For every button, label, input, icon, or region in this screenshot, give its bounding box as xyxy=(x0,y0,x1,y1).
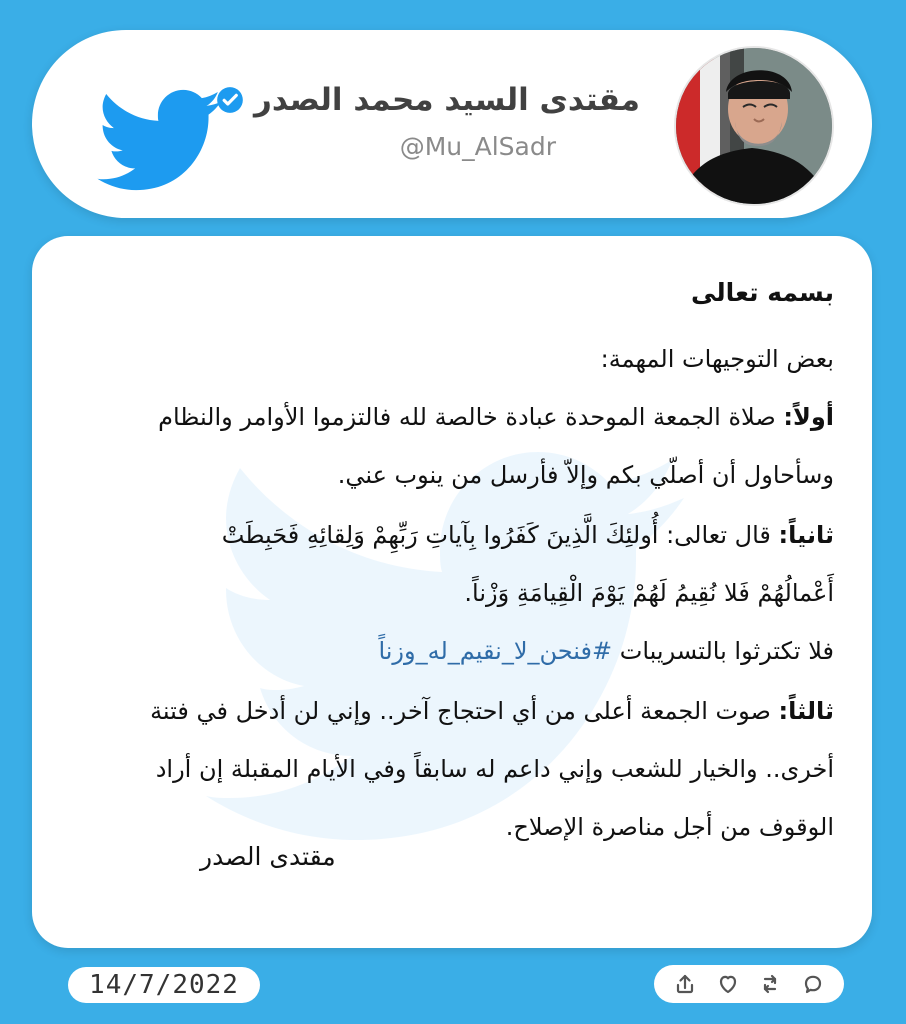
twitter-bird-icon xyxy=(90,78,232,202)
first-directive-line xyxy=(66,388,834,446)
second-directive-line xyxy=(66,506,834,564)
third-directive-text-line-3: الوقوف من أجل مناصرة الإصلاح. xyxy=(505,813,834,841)
second-directive-text-line-1: قال تعالى: أُولئِكَ الَّذِينَ كَفَرُوا بِآياتِ رَبِّهِمْ وَلِقائِهِ فَحَبِطَتْ xyxy=(221,521,771,549)
profile-header-card xyxy=(32,30,872,218)
reply-icon[interactable] xyxy=(799,970,827,998)
post-date: 14/7/2022 xyxy=(68,967,260,1003)
second-directive-text-line-3: فلا تكترثوا بالتسريبات xyxy=(619,637,834,665)
second-directive-text-line-2: أَعْمالُهُمْ فَلا نُقِيمُ لَهُمْ يَوْمَ الْقِيامَةِ وَزْناً. xyxy=(464,579,834,607)
share-icon[interactable] xyxy=(671,970,699,998)
first-directive-text-line-2: وسأحاول أن أصلّي بكم وإلاّ فأرسل من ينوب عني. xyxy=(337,461,834,489)
post-heading: بسمه تعالى xyxy=(690,278,834,307)
username: @Mu_AlSadr xyxy=(399,132,556,161)
avatar xyxy=(674,46,834,206)
third-directive-line xyxy=(66,682,834,740)
retweet-icon[interactable] xyxy=(756,970,784,998)
third-directive-label: ثالثاً: xyxy=(778,697,834,725)
verified-badge-icon xyxy=(216,86,244,114)
third-directive-text-line-1: صوت الجمعة أعلى من أي احتجاج آخر.. وإني لن أدخل في فتنة xyxy=(150,697,771,725)
third-directive-text-line-2: أخرى.. والخيار للشعب وإني داعم له سابقاً وفي الأيام المقبلة إن أراد xyxy=(155,755,834,783)
account-identity xyxy=(220,82,640,161)
like-icon[interactable] xyxy=(714,970,742,998)
signature: مقتدى الصدر xyxy=(200,842,336,871)
hashtag-link[interactable]: #فنحن_لا_نقيم_له_وزناً xyxy=(378,637,613,665)
display-name: مقتدى السيد محمد الصدر xyxy=(253,82,640,118)
first-directive-label: أولاً: xyxy=(783,403,834,431)
post-intro: بعض التوجيهات المهمة: xyxy=(600,345,834,373)
post-body xyxy=(66,264,834,856)
display-name-row xyxy=(220,82,640,118)
post-card xyxy=(32,236,872,948)
second-directive-hashtag-line xyxy=(66,622,834,680)
second-directive-label: ثانياً: xyxy=(778,521,834,549)
first-directive-text-line-1: صلاة الجمعة الموحدة عبادة خالصة لله فالتزموا الأوامر والنظام xyxy=(158,403,776,431)
post-actions xyxy=(654,965,844,1003)
